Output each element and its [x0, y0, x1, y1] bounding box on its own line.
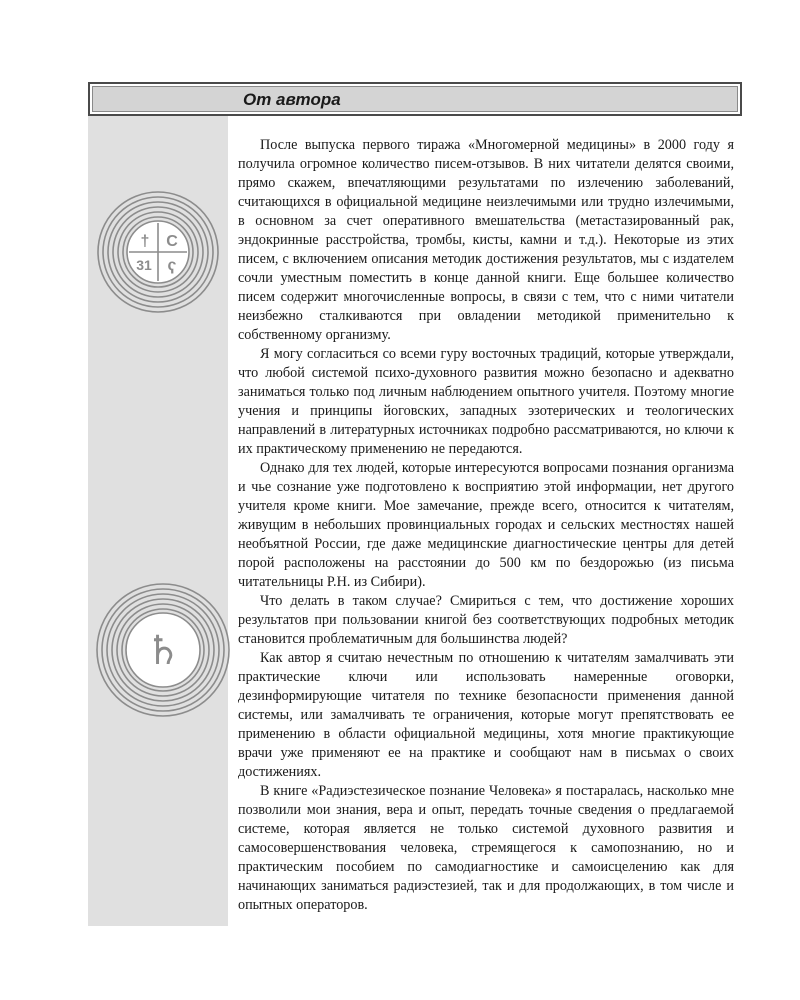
saturn-glyph: ♄	[145, 628, 181, 674]
cross-glyph: †	[140, 233, 150, 250]
section-header-bar	[88, 82, 742, 116]
section-title: От автора	[243, 90, 341, 109]
sign-glyph: ҁ	[167, 257, 177, 274]
astrology-sigil-icon	[96, 190, 220, 314]
saturn-symbol-icon	[95, 582, 231, 718]
paragraph: В книге «Радиэстезическое познание Человека» я постаралась, насколько мне позволили мои знания, вера и опыт, передать точные сведения о предлагаемой системе, которая является не только системой духовного развития и самосовершенствования человека, стремящегося к самопознанию, но и практическим пособием по самодиагностике и самоисцелению как для начинающих заниматься радиэстезией, так и для продолжающих, в том числе и опытных операторов.	[238, 783, 734, 913]
paragraph: Я могу согласиться со всеми гуру восточных традиций, которые утверждали, что любой системой психо-духовного развития можно безопасно и адекватно заниматься только под личным наблюдением опытного учителя. Поэтому многие учения и принципы йоговских, западных эзотерических и теологических направлений в литературных источниках подробно рассматриваются, но ключи к их практическому применению не передаются.	[238, 346, 734, 457]
number-31-glyph: 31	[136, 257, 152, 273]
paragraph: Однако для тех людей, которые интересуются вопросами познания организма и чье сознание уже подготовлено к восприятию этой информации, нет другого учителя кроме книги. Мое замечание, прежде всего, относится к читателям, живущим в небольших провинциальных городах и сельских местностях нашей необъятной России, где даже медицинские диагностические центры для детей порой расположены на расстоянии до 500 км по бездорожью (из письма читательницы Р.Н. из Сибири).	[238, 460, 734, 590]
paragraph: Как автор я считаю нечестным по отношению к читателям замалчивать эти практические ключи или использовать намеренные оговорки, дезинформирующие читателя по технике безопасности применения данной системы, или замалчивать те ограничения, которые могут препятствовать ее применению в области официальной медицины, хотя многие практикующие врачи уже применяют ее на практике и сообщают нам в письмах о своих достижениях.	[238, 650, 734, 780]
paragraph: После выпуска первого тиража «Многомерной медицины» в 2000 году я получила огромное количество писем-отзывов. В них читатели делятся своими, прямо скажем, впечатляющими результатами по излечению заболеваний, считающихся в официальной медицине неизлечимыми или трудно излечимыми, в основном за счет оперативного вмешательства (метастазированный рак, эндокринные расстройства, тромбы, кисты, камни и т.д.). Некоторые из этих писем, с включением описания методик достижения результатов, мы с издателем сочли уместным поместить в конце данной книги. Еще большее количество писем содержит многочисленные вопросы, в связи с тем, что с ними читатели неизбежно сталкиваются при овладении методикой применительно к собственному организму.	[238, 137, 734, 343]
letter-c-glyph: C	[166, 233, 178, 250]
body-text	[238, 136, 734, 915]
paragraph: Что делать в таком случае? Смириться с тем, что достижение хороших результатов при пользовании книгой без соответствующих подробных методик становится проблематичным для большинства людей?	[238, 593, 734, 647]
